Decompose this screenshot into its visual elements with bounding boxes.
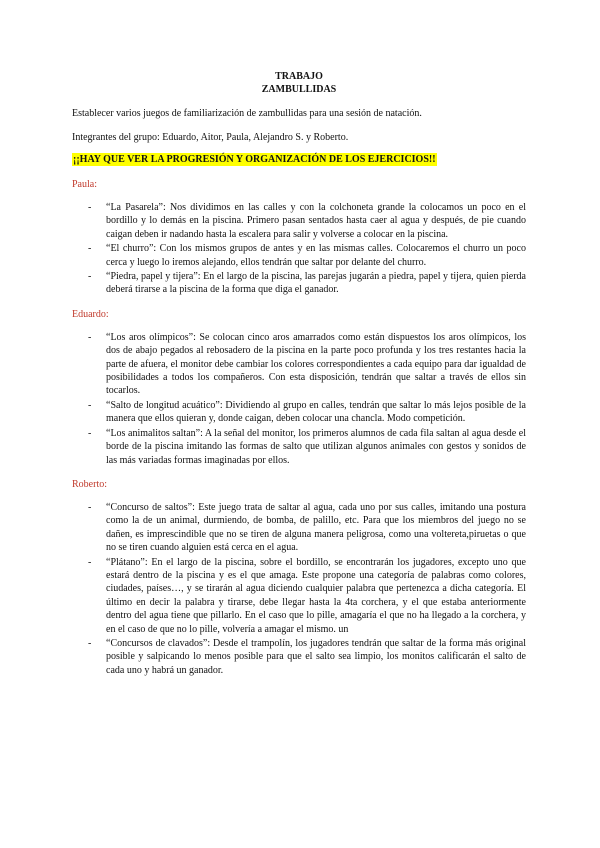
list-item [72, 201, 526, 241]
list-item [72, 637, 526, 677]
list-item-text: “Salto de longitud acuático”: Dividiendo al grupo en calles, tendrán que saltar lo más lejos posible de la manera que ellos quieran y, donde caigan, deben colocar una chancla. Modo competición. [106, 399, 526, 425]
section-list-eduardo [72, 331, 526, 467]
document-title [72, 70, 526, 96]
list-item-text: “Plátano”: En el largo de la piscina, sobre el bordillo, se encontrarán los jugadores, excepto uno que estará dentro de la piscina y es el que amaga. Este propone una categoría de palabras como colores, ciudades, países…, y se tirarán al agua diciendo cualquier palabra que pertenezca a dicha categoría. El último en decir la palabra y tirarse, debe llegar hasta la 4ta corchera, y el que estaba anteriormente dentro del agua tiene que pillarlo. En el caso que lo pille, amagaría el que no ha llegado a la corchera, y en el caso de que no lo pille, volvería a amagar el mismo. un [106, 556, 526, 635]
dash-bullet: - [88, 556, 92, 568]
list-item-text: “Concurso de saltos”: Este juego trata de saltar al agua, cada uno por sus calles, imitando una postura como la de un animal, durmiendo, de bomba, de palillo, etc. Para que los miembros del juego no se dañen, es imprescindible que no se tiren de alguna manera peligrosa, como una voltereta,piruetas o que no se tiren cuando alguien está cerca en el agua. [106, 501, 526, 554]
dash-bullet: - [88, 427, 92, 439]
title-line-2: ZAMBULLIDAS [261, 84, 337, 95]
dash-bullet: - [88, 399, 92, 411]
list-item [72, 556, 526, 636]
dash-bullet: - [88, 637, 92, 649]
list-item [72, 242, 526, 269]
section-name-eduardo: Eduardo: [72, 308, 109, 320]
list-item [72, 270, 526, 297]
section-name-roberto: Roberto: [72, 478, 107, 490]
list-item [72, 399, 526, 426]
dash-bullet: - [88, 501, 92, 513]
list-item-text: “El churro”: Con los mismos grupos de antes y en las mismas calles. Colocaremos el churro un poco cerca y luego lo iremos alejando, ellos tendrán que saltar por delante del churro. [106, 243, 526, 268]
list-item-text: “Los aros olímpicos”: Se colocan cinco aros amarrados como están dispuestos los aros olímpicos, los dos de abajo pegados al rebosadero de la piscina en la parte poco profunda y los tres restantes hacia la parte de afuera, el monitor debe cambiar los colores correspondientes a cada equipo para dar igualdad de posibilidades a todos los compañeros. Con esta disposición, tendrán que saltar a través de ellos sin tocarlos. [106, 331, 526, 397]
list-item-text: “Concursos de clavados”: Desde el trampolín, los jugadores tendrán que saltar de la forma más original posible y salpicando lo menos posible para que el salto sea limpio, los monitos calificarán el salto de cada uno y habrá un ganador. [106, 637, 526, 676]
alert-highlight: ¡¡HAY QUE VER LA PROGRESIÓN Y ORGANIZACIÓN DE LOS EJERCICIOS!! [73, 154, 436, 165]
section-list-paula [72, 201, 526, 297]
dash-bullet: - [88, 271, 92, 283]
dash-bullet: - [88, 202, 92, 213]
dash-bullet: - [88, 331, 92, 343]
title-line-1: TRABAJO [275, 71, 323, 82]
list-item [72, 501, 526, 555]
intro-paragraph: Establecer varios juegos de familiarización de zambullidas para una sesión de natación. [72, 108, 422, 119]
list-item [72, 427, 526, 467]
list-item [72, 331, 526, 398]
list-item-text: “Piedra, papel y tijera”: En el largo de la piscina, las parejas jugarán a piedra, papel y tijera, quien pierda deberá tirarse a la piscina de la forma que diga el ganador. [106, 271, 526, 296]
section-name-paula: Paula: [72, 179, 97, 190]
list-item-text: “La Pasarela”: Nos dividimos en las calles y con la colchoneta grande la colocamos un poco en el bordillo y lo demás en la piscina. Primero pasan sentados hasta caer al agua y después, de pie cuando caigan deben ir nadando hasta la escalera para salir y volverse a colocar en la piscina. [106, 202, 526, 240]
list-item-text: “Los animalitos saltan”: A la señal del monitor, los primeros alumnos de cada fila saltan al agua desde el borde de la piscina imitando las formas de salto que utilizan algunos animales con gestos y sonidos de las más variadas formas imaginadas por ellos. [106, 427, 526, 466]
members-paragraph: Integrantes del grupo: Eduardo, Aitor, Paula, Alejandro S. y Roberto. [72, 131, 349, 143]
dash-bullet: - [88, 243, 92, 255]
section-list-roberto [72, 501, 526, 677]
